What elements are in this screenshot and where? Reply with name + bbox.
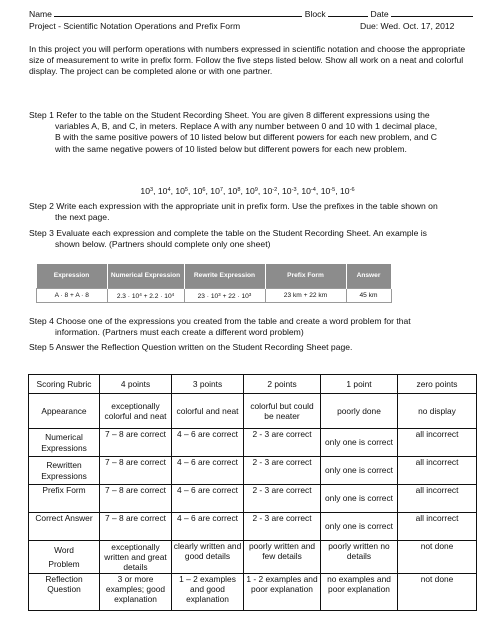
rubric-criterion-line: Word — [54, 544, 74, 555]
example-header: Expression — [37, 264, 108, 289]
rubric-cell: 1 – 2 examples and good explanation — [172, 574, 244, 611]
power-of-ten: $10^9$ — [245, 186, 258, 196]
powers-of-ten-list: $10^3$, $10^4$, $10^5$, $10^6$, $10^7$, $10^8$, $10^9$, $10^{-2}$, $10^{-3}$, $10^{-4}$, $10^{-5}$, $10^{-6}$ — [140, 186, 355, 196]
rubric-row — [29, 485, 477, 513]
due-date: Due: Wed. Oct. 17, 2012 — [360, 21, 455, 31]
step-1-line-2: variables A, B, and C, in meters. Replace A with any number between 0 and 10 with 1 decimal place, — [55, 121, 438, 132]
date-blank[interactable] — [391, 8, 473, 17]
power-of-ten: $10^6$ — [192, 186, 206, 196]
example-answer: 45 km — [346, 289, 391, 303]
rubric-criterion: Correct Answer — [29, 513, 100, 541]
rubric-cell: 2 - 3 are correct — [244, 429, 321, 457]
name-label: Name — [29, 9, 52, 19]
block-label: Block — [304, 9, 326, 19]
example-prefix: 23 km + 22 km — [265, 289, 346, 303]
step-4 — [29, 316, 469, 338]
rubric-cell: no examples and poor explanation — [321, 574, 398, 611]
example-header: Prefix Form — [265, 264, 346, 289]
rubric-cell: not done — [398, 541, 477, 574]
rubric-header: 1 point — [321, 375, 398, 394]
step-1-line-4: with the same negative powers of 10 listed below but different powers for each new problem. — [55, 143, 407, 154]
step-3-line-2: shown below. (Partners should complete only one sheet) — [55, 239, 271, 250]
rubric-criterion: Reflection Question — [29, 574, 100, 611]
rubric-row — [29, 457, 477, 485]
date-label: Date — [370, 9, 389, 19]
rubric-cell: only one is correct — [321, 429, 398, 457]
rubric-cell: clearly written and good details — [172, 541, 244, 574]
rubric-cell: poorly done — [321, 394, 398, 429]
rubric-cell: 4 – 6 are correct — [172, 485, 244, 513]
rubric-criterion: Prefix Form — [29, 485, 100, 513]
power-of-ten: $10^5$ — [175, 186, 189, 196]
rubric-cell: 1 - 2 examples and poor explanation — [244, 574, 321, 611]
rubric-row — [29, 541, 477, 574]
step-3 — [29, 228, 469, 250]
rubric-row — [29, 574, 477, 611]
rubric-cell: all incorrect — [398, 485, 477, 513]
example-expression: A · 8 + A · 8 — [37, 289, 108, 303]
rubric-header: Scoring Rubric — [29, 375, 100, 394]
rubric-cell: 2 - 3 are correct — [244, 513, 321, 541]
rubric-cell: all incorrect — [398, 429, 477, 457]
rubric-criterion: Appearance — [29, 394, 100, 429]
rubric-cell: 7 – 8 are correct — [100, 457, 172, 485]
example-header: Answer — [346, 264, 391, 289]
example-header: Rewrite Expression — [184, 264, 265, 289]
step-1-line-3: B with the same positive powers of 10 listed below but different powers for each new problem, and C — [55, 132, 437, 143]
rubric-cell: colorful and neat — [172, 394, 244, 429]
example-row — [37, 289, 392, 303]
rubric-cell: no display — [398, 394, 477, 429]
step-1 — [29, 110, 469, 155]
rubric-cell: all incorrect — [398, 513, 477, 541]
rubric-row — [29, 513, 477, 541]
rubric-cell: 2 - 3 are correct — [244, 485, 321, 513]
example-header: Numerical Expression — [107, 264, 184, 289]
step-1-line-1: Step 1 Refer to the table on the Student Recording Sheet. You are given 8 different expressions using the — [29, 110, 430, 120]
power-of-ten: $10^7$ — [210, 186, 223, 196]
name-blank[interactable] — [54, 8, 302, 17]
step-5: Step 5 Answer the Reflection Question written on the Student Recording Sheet page. — [29, 342, 353, 352]
rubric-cell: all incorrect — [398, 457, 477, 485]
rubric-header: zero points — [398, 375, 477, 394]
step-4-line-2: information. (Partners must each create a different word problem) — [55, 327, 304, 338]
example-rewrite: $23 \cdot 10^3 + 22 \cdot 10^3$ — [184, 289, 265, 303]
rubric-cell: 3 or more examples; good explanation — [100, 574, 172, 611]
rubric-criterion: Numerical Expressions — [29, 429, 100, 457]
rubric-cell: 7 – 8 are correct — [100, 485, 172, 513]
rubric-cell: only one is correct — [321, 513, 398, 541]
power-of-ten: $10^8$ — [227, 186, 241, 196]
rubric-cell: colorful but could be neater — [244, 394, 321, 429]
rubric-cell: 4 – 6 are correct — [172, 429, 244, 457]
rubric-cell: only one is correct — [321, 457, 398, 485]
rubric-cell: 4 – 6 are correct — [172, 513, 244, 541]
rubric-row — [29, 394, 477, 429]
rubric-cell: poorly written no details — [321, 541, 398, 574]
rubric-cell: 7 – 8 are correct — [100, 513, 172, 541]
project-title: Project - Scientific Notation Operations and Prefix Form — [29, 21, 241, 31]
rubric-criterion — [29, 541, 100, 574]
rubric-cell: not done — [398, 574, 477, 611]
step-2 — [29, 201, 469, 223]
power-of-ten: $10^3$ — [140, 186, 154, 196]
rubric-cell: 4 – 6 are correct — [172, 457, 244, 485]
rubric-cell: exceptionally colorful and neat — [100, 394, 172, 429]
rubric-cell: exceptionally written and great details — [100, 541, 172, 574]
rubric-criterion: Rewritten Expressions — [29, 457, 100, 485]
power-of-ten: $10^{-5}$ — [320, 186, 336, 196]
rubric-cell: poorly written and few details — [244, 541, 321, 574]
rubric-header: 4 points — [100, 375, 172, 394]
step-3-line-1: Step 3 Evaluate each expression and complete the table on the Student Recording Sheet. An example is — [29, 228, 427, 238]
example-table — [36, 264, 392, 303]
rubric-criterion-line: Problem — [48, 559, 80, 569]
power-of-ten: $10^{-2}$ — [262, 186, 278, 196]
step-2-line-2: the next page. — [55, 212, 110, 223]
step-2-line-1: Step 2 Write each expression with the appropriate unit in prefix form. Use the prefixes in the table shown on — [29, 201, 438, 211]
rubric-cell: only one is correct — [321, 485, 398, 513]
example-header-row — [37, 264, 392, 289]
intro-paragraph: In this project you will perform operations with numbers expressed in scientific notation and choose the appropriate size of measurement to write in prefix form. Follow the five steps listed below. Show all work on a neat and colorful display. The project can be completed alone or with one partner. — [29, 44, 466, 77]
rubric-row — [29, 429, 477, 457]
name-block-date-line — [29, 8, 473, 20]
scoring-rubric-table — [28, 374, 477, 611]
rubric-header-row — [29, 375, 477, 394]
step-4-line-1: Step 4 Choose one of the expressions you created from the table and create a word problem for that — [29, 316, 411, 326]
rubric-header: 2 points — [244, 375, 321, 394]
power-of-ten: $10^{-3}$ — [282, 186, 297, 196]
block-blank[interactable] — [328, 8, 368, 17]
power-of-ten: $10^{-6}$ — [340, 186, 355, 196]
rubric-cell: 2 - 3 are correct — [244, 457, 321, 485]
rubric-header: 3 points — [172, 375, 244, 394]
power-of-ten: $10^{-4}$ — [301, 186, 316, 196]
rubric-cell: 7 – 8 are correct — [100, 429, 172, 457]
power-of-ten: $10^4$ — [157, 186, 171, 196]
example-numerical: $2.3 \cdot 10^4 + 2.2 \cdot 10^4$ — [107, 289, 184, 303]
